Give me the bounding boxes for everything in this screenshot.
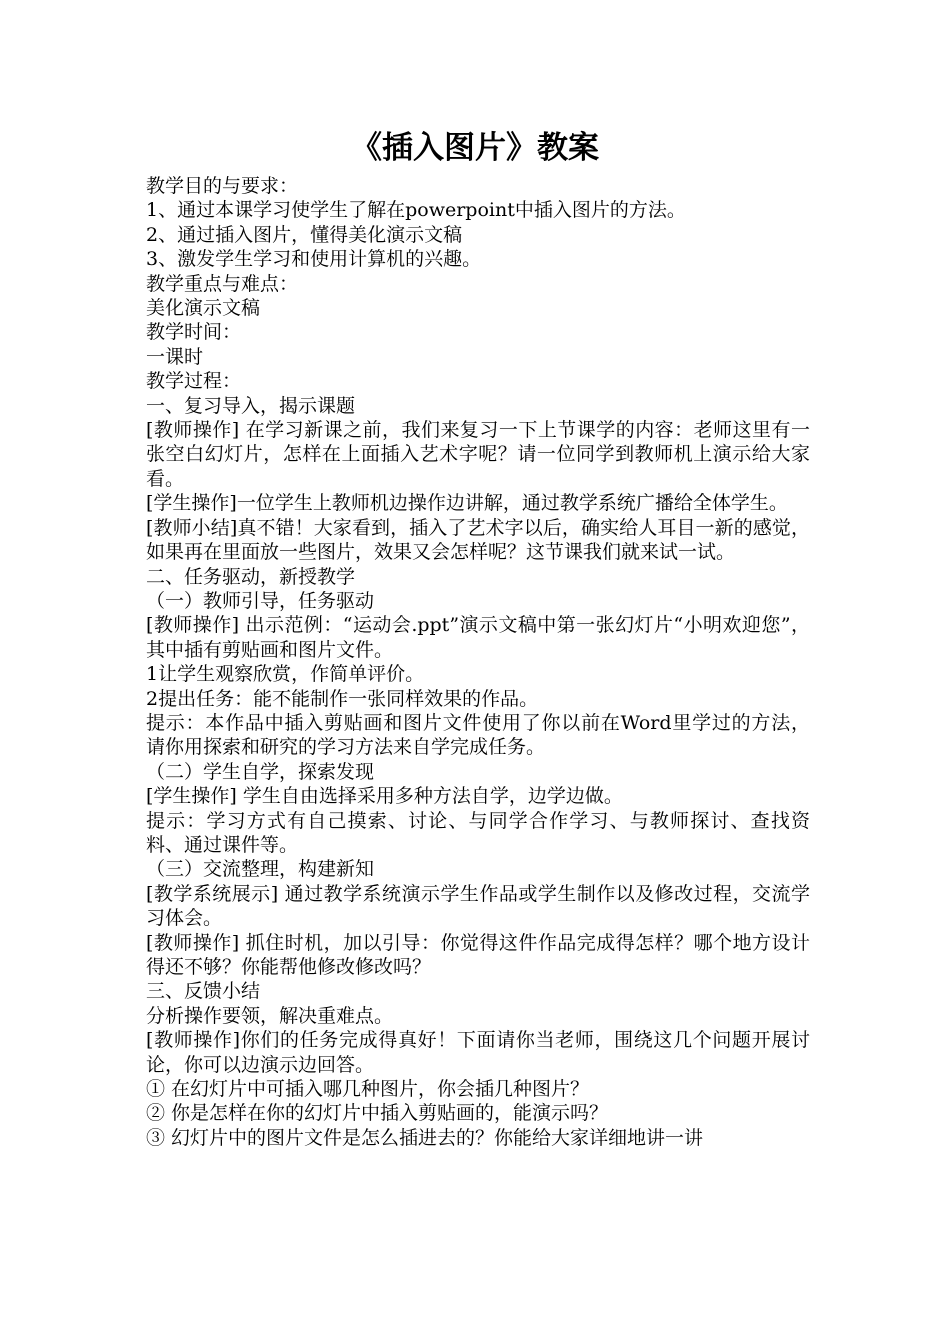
paragraph: [学生操作] 学生自由选择采用多种方法自学，边学边做。: [146, 785, 623, 808]
paragraph: [教师小结]真不错！大家看到，插入了艺术字以后，确实给人耳目一新的感觉，如果再在里面放一些图片，效果又会怎样呢？这节课我们就来试一试。: [146, 516, 810, 564]
paragraph: 提示：本作品中插入剪贴画和图片文件使用了你以前在Word里学过的方法， 请你用探索和研究的学习方法来自学完成任务。: [146, 711, 810, 759]
document-body: [146, 174, 810, 1150]
paragraph: [学生操作]一位学生上教师机边操作边讲解，通过教学系统广播给全体学生。: [146, 492, 788, 515]
paragraph: 2提出任务：能不能制作一张同样效果的作品。: [146, 687, 539, 710]
paragraph: 一课时: [146, 345, 204, 368]
paragraph: ② 你是怎样在你的幻灯片中插入剪贴画的，能演示吗？: [146, 1102, 609, 1125]
paragraph: 2、通过插入图片，懂得美化演示文稿: [146, 223, 463, 246]
paragraph: [教学系统展示] 通过教学系统演示学生作品或学生制作以及修改过程，交流学习体会。: [146, 882, 810, 930]
paragraph: 1让学生观察欣赏，作简单评价。: [146, 663, 425, 686]
paragraph: ① 在幻灯片中可插入哪几种图片，你会插几种图片？: [146, 1078, 590, 1101]
paragraph: 1、通过本课学习使学生了解在powerpoint中插入图片的方法。: [146, 199, 686, 222]
paragraph: 提示：学习方式有自己摸索、讨论、与同学合作学习、与教师探讨、查找资料、通过课件等。: [146, 809, 810, 856]
paragraph: （二）学生自学，探索发现: [146, 760, 375, 783]
paragraph: [教师操作] 在学习新课之前，我们来复习一下上节课学的内容：老师这里有一张空白幻灯片，怎样在上面插入艺术字呢？请一位同学到教师机上演示给大家看。: [146, 419, 810, 490]
paragraph: 一、复习导入，揭示课题: [146, 394, 356, 417]
paragraph: 教学重点与难点：: [146, 272, 299, 295]
paragraph: 美化演示文稿: [146, 297, 261, 320]
document-title: 《插入图片》教案: [351, 130, 599, 166]
paragraph: [教师操作] 抓住时机，加以引导：你觉得这件作品完成得怎样？哪个地方设计得还不够？你能帮他修改修改吗？: [146, 931, 810, 978]
paragraph: 分析操作要领，解决重难点。: [146, 1004, 394, 1027]
paragraph: （三）交流整理，构建新知: [146, 858, 375, 881]
paragraph: 二、任务驱动，新授教学: [146, 565, 356, 588]
paragraph: （一）教师引导，任务驱动: [146, 589, 375, 612]
paragraph: 3、激发学生学习和使用计算机的兴趣。: [146, 248, 482, 271]
paragraph: 三、反馈小结: [146, 980, 261, 1003]
paragraph: 教学时间：: [146, 321, 242, 344]
paragraph: 教学过程：: [146, 370, 242, 393]
paragraph: [教师操作]你们的任务完成得真好！下面请你当老师，围绕这几个问题开展讨论，你可以边演示边回答。: [146, 1029, 810, 1076]
paragraph: 教学目的与要求：: [146, 175, 299, 197]
paragraph: [教师操作] 出示范例：“运动会.ppt”演示文稿中第一张幻灯片“小明欢迎您”，其中插有剪贴画和图片文件。: [146, 614, 810, 661]
paragraph: ③ 幻灯片中的图片文件是怎么插进去的？你能给大家详细地讲一讲: [146, 1126, 704, 1149]
